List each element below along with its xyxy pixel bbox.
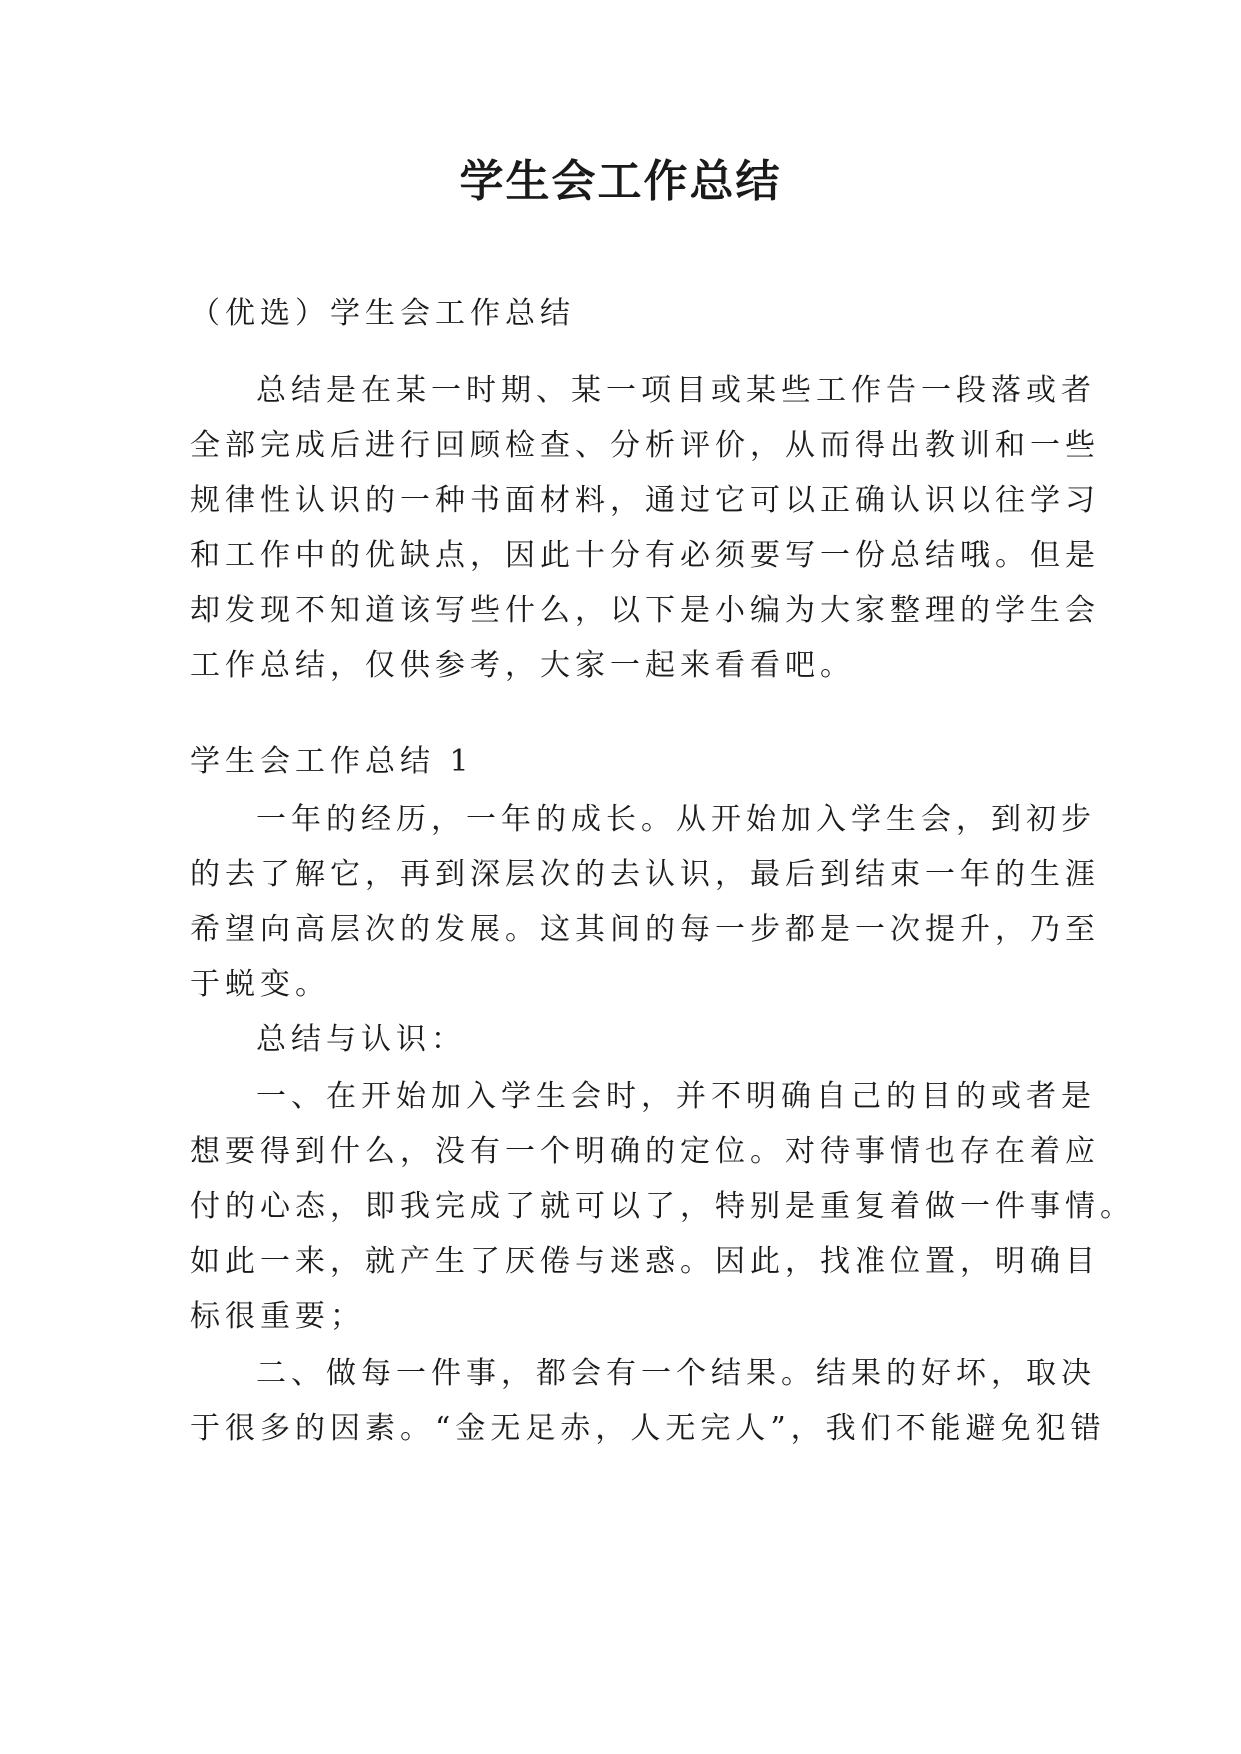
- point-line: 付的心态，即我完成了就可以了，特别是重复着做一件事情。: [190, 1189, 1135, 1224]
- summary-label: 总结与认识：: [256, 1022, 466, 1057]
- intro-line: 却发现不知道该写些什么，以下是小编为大家整理的学生会: [190, 593, 1100, 628]
- intro-line: 全部完成后进行回顾检查、分析评价，从而得出教训和一些: [190, 428, 1100, 463]
- point-line: 标很重要；: [190, 1299, 365, 1334]
- section-heading: 学生会工作总结 1: [190, 744, 474, 779]
- point-line: 想要得到什么，没有一个明确的定位。对待事情也存在着应: [190, 1134, 1100, 1169]
- paragraph-line: 希望向高层次的发展。这其间的每一步都是一次提升，乃至: [190, 912, 1100, 947]
- point-line: 如此一来，就产生了厌倦与迷惑。因此，找准位置，明确目: [190, 1244, 1100, 1279]
- intro-line: 工作总结，仅供参考，大家一起来看看吧。: [190, 648, 855, 683]
- intro-line: 总结是在某一时期、某一项目或某些工作告一段落或者: [256, 373, 1096, 408]
- paragraph-line: 的去了解它，再到深层次的去认识，最后到结束一年的生涯: [190, 857, 1100, 892]
- intro-line: 规律性认识的一种书面材料，通过它可以正确认识以往学习: [190, 483, 1100, 518]
- intro-line: 和工作中的优缺点，因此十分有必须要写一份总结哦。但是: [190, 538, 1100, 573]
- point-line: 于很多的因素。“金无足赤，人无完人”，我们不能避免犯错: [190, 1411, 1106, 1446]
- document-subtitle: （优选）学生会工作总结: [190, 296, 575, 331]
- document-title: 学生会工作总结: [459, 156, 782, 207]
- paragraph-line: 一年的经历，一年的成长。从开始加入学生会，到初步: [256, 802, 1096, 837]
- paragraph-line: 于蜕变。: [190, 967, 330, 1002]
- point-line: 二、做每一件事，都会有一个结果。结果的好坏，取决: [256, 1356, 1096, 1391]
- point-line: 一、在开始加入学生会时，并不明确自己的目的或者是: [256, 1079, 1096, 1114]
